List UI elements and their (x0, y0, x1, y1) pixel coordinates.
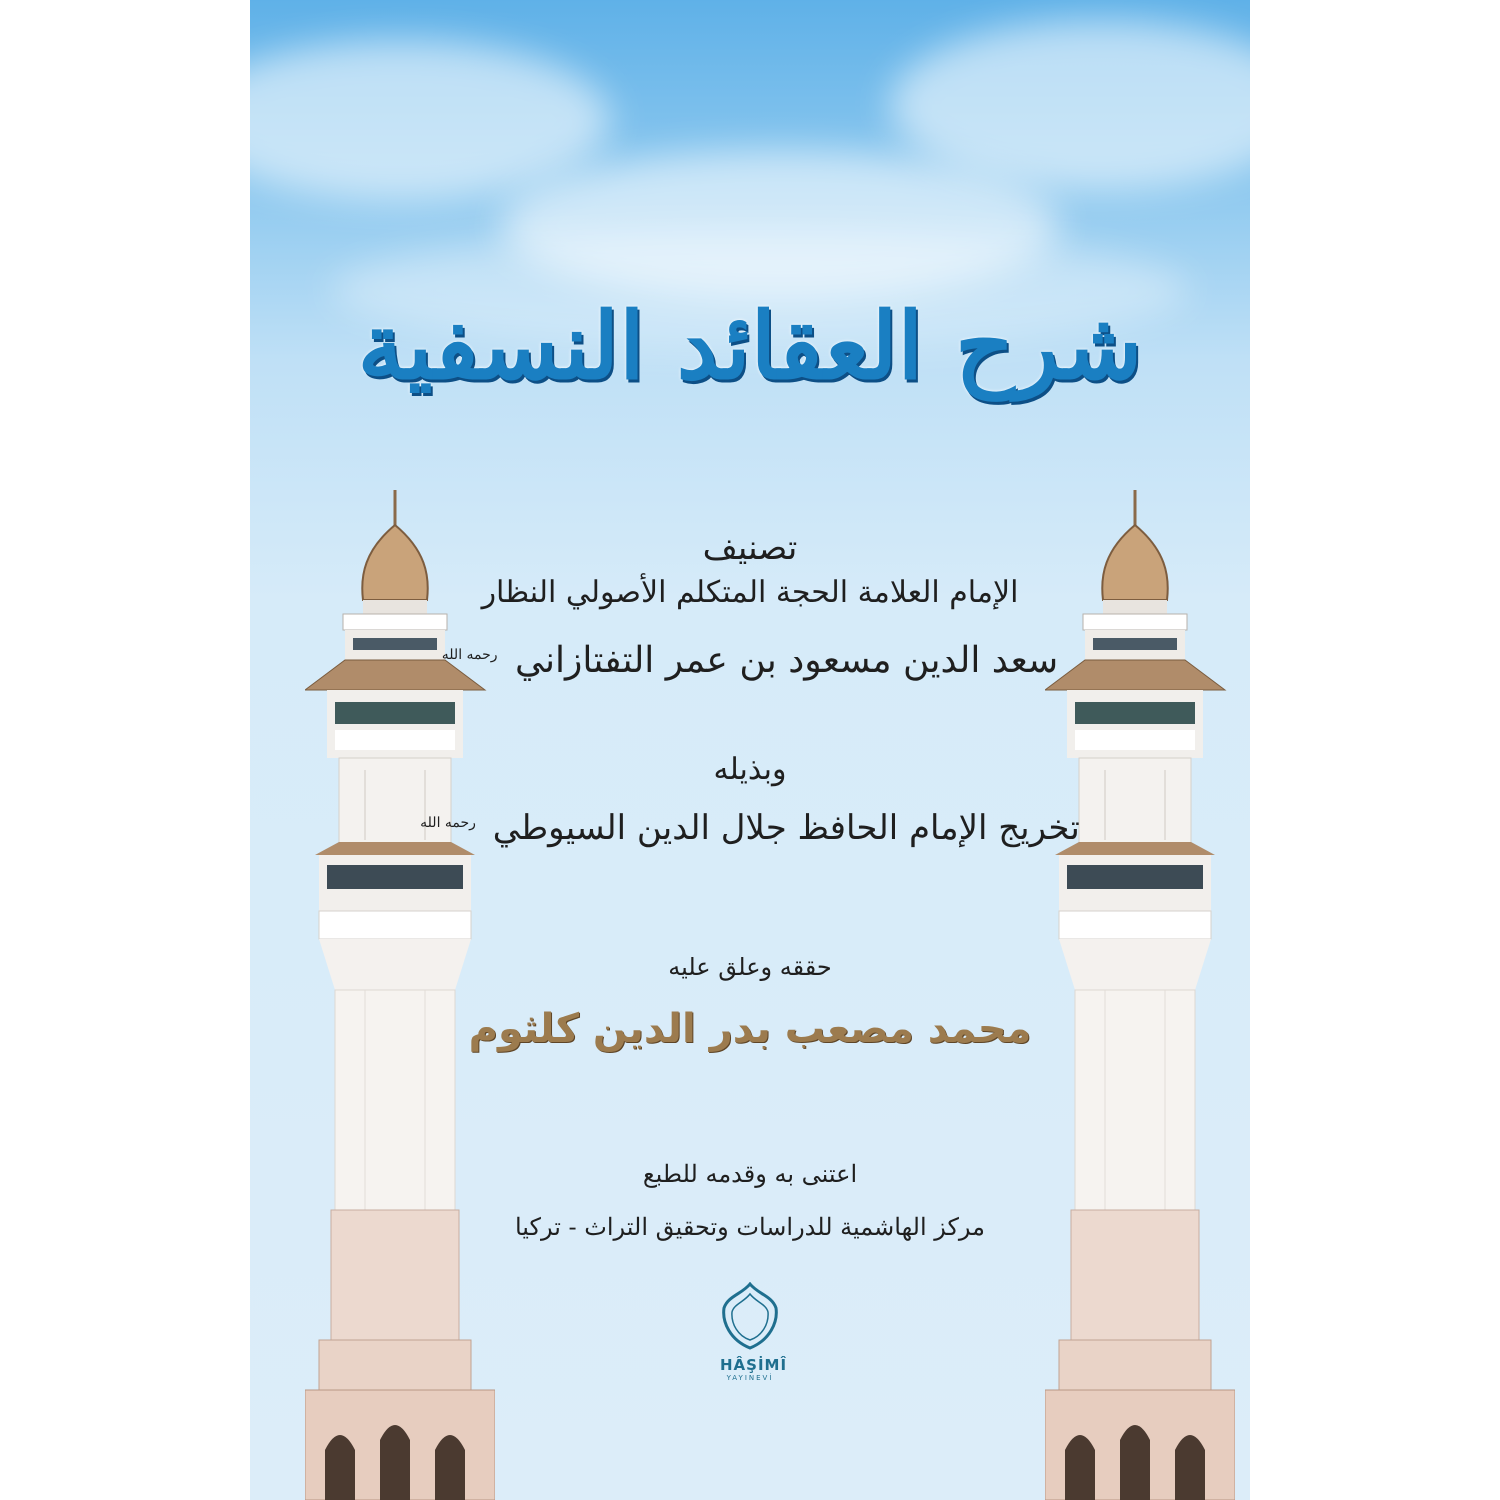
wa-bidhaylihi-label: وبذيله (713, 752, 787, 787)
honorific: رحمه الله (420, 814, 476, 831)
publisher-name: HÂŞİMÎ (720, 1356, 788, 1374)
markaz-name: مركز الهاشمية للدراسات وتحقيق التراث - تركيا (514, 1213, 985, 1241)
itana-label: اعتنى به وقدمه للطبع (642, 1160, 858, 1188)
publisher-emblem-icon (720, 1282, 780, 1352)
publisher-logo (720, 1282, 788, 1387)
book-cover (250, 0, 1250, 1500)
publisher-sub: YAYINEVİ (726, 1374, 774, 1382)
takhrij-text: تخريج الإمام الحافظ جلال الدين السيوطي (492, 808, 1080, 848)
tasnif-label: تصنيف (702, 528, 798, 568)
takhrij-line (250, 808, 1250, 848)
author-name: سعد الدين مسعود بن عمر التفتازاني (515, 640, 1059, 681)
cloud (250, 40, 610, 200)
honorific: رحمه الله (441, 647, 498, 663)
author-titles: الإمام العلامة الحجة المتكلم الأصولي النظار (481, 575, 1019, 610)
muhaqqiq-name: محمد مصعب بدر الدين كلثوم (468, 1006, 1032, 1052)
author-name-line (250, 640, 1250, 681)
haqqaqahu-label: حققه وعلق عليه (668, 953, 832, 981)
book-title: شرح العقائد النسفية (357, 292, 1143, 400)
